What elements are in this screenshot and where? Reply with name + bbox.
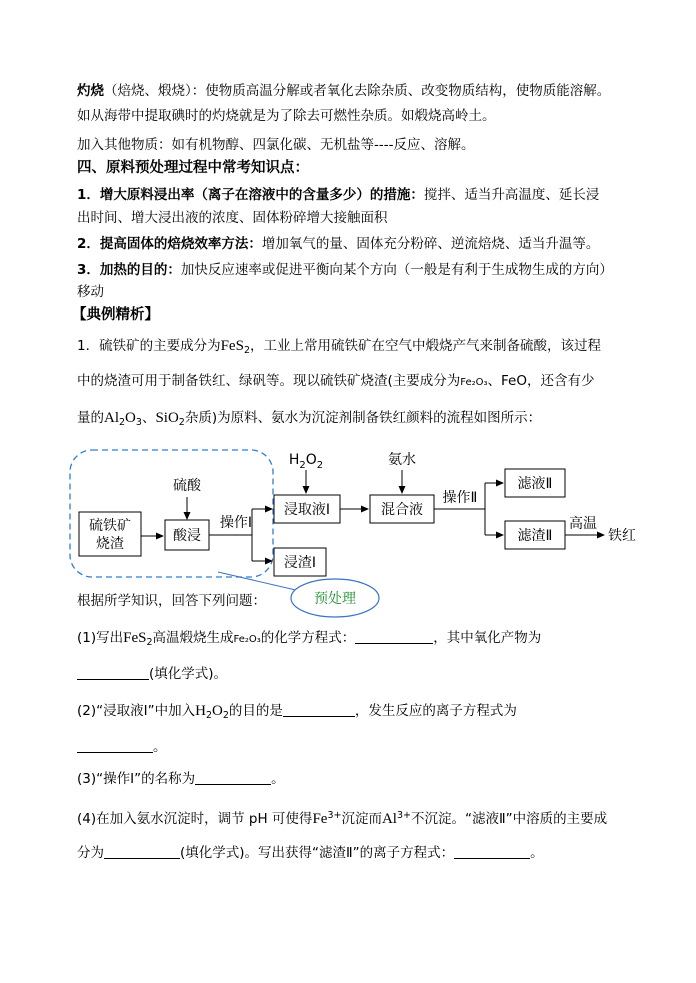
filtrate-1-label: 浸取液Ⅰ	[283, 502, 331, 518]
problem-text: 、FeO，还含有少	[487, 373, 595, 389]
subscript: 3	[135, 417, 142, 428]
problem-text: 1．硫铁矿的主要成分为	[77, 338, 221, 354]
question-text: (填化学式)。写出获得“滤渣Ⅱ”的离子方程式：	[180, 845, 455, 861]
point-1-number: 1．	[77, 187, 100, 203]
fe2o3-formula: Fe₂O₃	[460, 377, 488, 388]
subscript: 2	[222, 710, 229, 721]
iron-red-label: 铁红	[608, 528, 636, 544]
point-3-label: 加热的目的：	[99, 262, 181, 278]
answer-blank[interactable]	[283, 702, 355, 717]
ore-slag-label-1: 硫铁矿	[89, 518, 131, 534]
question-text: 不沉淀。“滤液Ⅱ”中溶质的主要成	[410, 811, 608, 827]
sio2-formula: SiO	[155, 410, 179, 426]
h2o2-o: O	[211, 703, 223, 719]
fe-ion: Fe	[312, 811, 328, 827]
acid-leach-label: 酸浸	[173, 528, 201, 544]
point-1-label: 增大原料浸出率（离子在溶液中的含量多少）的措施：	[99, 187, 424, 203]
question-text: 分为	[77, 845, 104, 861]
fe2o3-formula: Fe₂O₃	[233, 634, 261, 645]
answer-blank[interactable]	[195, 770, 271, 785]
ore-slag-label-2: 烧渣	[96, 536, 124, 552]
answer-blank[interactable]	[77, 665, 149, 680]
problem-line3	[77, 408, 541, 433]
question-text: (1)写出	[77, 630, 124, 646]
operation-2-label: 操作Ⅱ	[442, 490, 478, 506]
point-2-text: 增加氧气的量、固体充分粉碎、逆流焙烧、适当升温等。	[261, 236, 600, 252]
residue-2-label: 滤渣Ⅱ	[517, 528, 553, 544]
question-text: 。	[271, 771, 285, 787]
question-1-line1	[77, 628, 541, 653]
h2o2-label	[289, 452, 323, 471]
h2o2-h: H	[195, 703, 206, 719]
question-text: 沉淀而	[341, 811, 382, 827]
roasting-paragraph-line2: 如从海带中提取碘时的灼烧就是为了除去可燃性杂质。如煅烧高岭土。	[77, 108, 496, 124]
superscript: 3+	[327, 810, 342, 821]
answer-blank[interactable]	[104, 844, 180, 859]
question-2-line1	[77, 701, 517, 726]
problem-line1	[77, 336, 601, 361]
roasting-term: 灼烧	[77, 83, 104, 99]
problem-text: 、	[141, 410, 156, 426]
roasting-paragraph-line1	[77, 81, 610, 101]
question-2-line2	[77, 737, 167, 757]
h2o2-sub1: 2	[299, 460, 306, 471]
point-1-line2: 出时间、增大浸出液的浓度、固体粉碎增大接触面积	[77, 210, 388, 226]
answer-blank[interactable]	[454, 844, 530, 859]
roasting-text: ：使物质高温分解或者氧化去除杂质、改变物质结构，使物质能溶解。	[191, 83, 611, 99]
fes2-formula: FeS	[123, 630, 147, 646]
fes2-subscript: 2	[243, 345, 250, 356]
section-heading-4: 四、原料预处理过程中常考知识点：	[77, 160, 309, 176]
roasting-paren: （焙烧、煅烧）	[104, 83, 192, 99]
question-text: 高温煅烧生成	[152, 630, 234, 646]
subscript: 2	[178, 417, 185, 428]
filtrate-2-label: 滤液Ⅱ	[517, 476, 553, 492]
h2o2-sub2: 2	[316, 460, 324, 471]
question-1-line2	[77, 664, 227, 684]
superscript: 3+	[396, 810, 411, 821]
mixed-solution-label: 混合液	[381, 502, 423, 518]
example-heading: 【典例精析】	[72, 307, 159, 323]
question-4-line2	[77, 843, 544, 863]
subscript: 2	[119, 417, 126, 428]
question-text: (填化学式)。	[149, 666, 228, 682]
subscript: 2	[146, 637, 153, 648]
question-text: (4)在加入氨水沉淀时，调节 pH 可使得	[77, 811, 313, 827]
answer-blank[interactable]	[355, 629, 433, 644]
h2o2-h: H	[288, 452, 300, 468]
h2o2-o: O	[305, 452, 317, 468]
fes2-formula: FeS	[220, 338, 244, 354]
questions-intro: 根据所学知识，回答下列问题：	[77, 593, 266, 609]
pretreatment-label: 预处理	[314, 591, 356, 607]
point-2	[77, 234, 599, 254]
problem-text: 中的烧渣可用于制备铁红、绿矾等。现以硫铁矿烧渣(主要成分为	[77, 373, 461, 389]
point-3-text: 加快反应速率或促进平衡向某个方向（一般是有利于生成物生成的方向）	[180, 262, 613, 278]
question-text: 的目的是	[228, 703, 283, 719]
question-text: 的化学方程式：	[260, 630, 356, 646]
question-text: ，发生反应的离子方程式为	[354, 703, 517, 719]
question-text: 。	[530, 845, 544, 861]
question-4-line1	[77, 806, 607, 829]
point-2-label: 提高固体的焙烧效率方法：	[99, 236, 262, 252]
question-text: (2)“浸取液Ⅰ”中加入	[77, 703, 196, 719]
other-substances-paragraph: 加入其他物质：如有机物醇、四氯化碳、无机盐等----反应、溶解。	[77, 137, 475, 153]
question-text: (3)“操作Ⅰ”的名称为	[77, 771, 196, 787]
subscript: 2	[205, 710, 212, 721]
problem-text: ，工业上常用硫铁矿在空气中煅烧产气来制备硫酸，该过程	[249, 338, 601, 354]
problem-text: 杂质)为原料、氨水为沉淀剂制备铁红颜料的流程如图所示：	[184, 410, 542, 426]
residue-1-label: 浸渣Ⅰ	[283, 555, 317, 571]
question-3	[77, 769, 285, 789]
al2o3-formula: Al	[104, 410, 119, 426]
ammonia-label: 氨水	[388, 452, 416, 468]
point-2-number: 2．	[77, 236, 100, 252]
question-text: ，其中氧化产物为	[433, 630, 542, 646]
answer-blank[interactable]	[77, 738, 153, 753]
point-1-text: 搅拌、适当升高温度、延长浸	[423, 187, 600, 203]
operation-1-label: 操作Ⅰ	[219, 515, 253, 531]
point-1-line1	[77, 185, 599, 205]
point-3-line2: 移动	[77, 284, 104, 300]
point-3-line1	[77, 260, 613, 280]
al-ion: Al	[381, 811, 397, 827]
problem-line2	[77, 371, 595, 393]
point-3-number: 3．	[77, 262, 100, 278]
problem-text: 量的	[77, 410, 104, 426]
question-text: 。	[153, 739, 167, 755]
al2o3-o: O	[125, 410, 136, 426]
sulfuric-acid-label: 硫酸	[173, 478, 201, 494]
high-temp-label: 高温	[569, 516, 597, 532]
